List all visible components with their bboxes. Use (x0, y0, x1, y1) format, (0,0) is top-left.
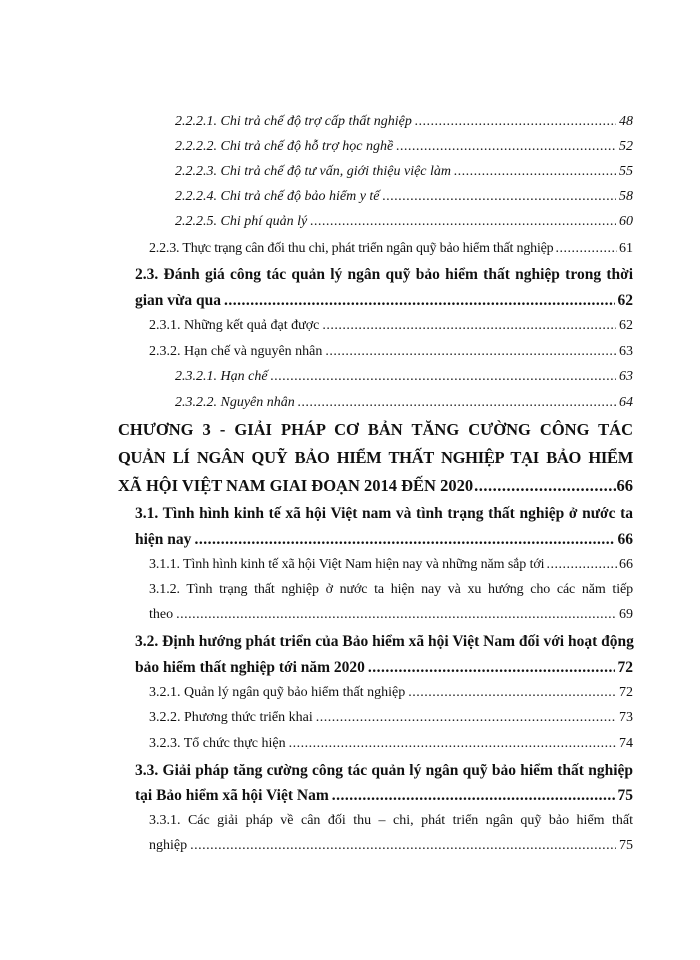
toc-entry[interactable] (149, 685, 633, 701)
leader-dots (555, 241, 617, 257)
toc-entry-title: 2.2.3. Thực trạng cân đối thu chi, phát triển ngân quỹ bảo hiểm thất nghiệp (149, 241, 554, 256)
toc-entry[interactable] (135, 292, 633, 310)
toc-entry[interactable] (175, 395, 633, 411)
toc-section-title[interactable]: 2.3. Đánh giá công tác quản lý ngân quỹ bảo hiểm thất nghiệp trong thời (135, 266, 633, 283)
leader-dots (415, 114, 616, 130)
toc-entry[interactable] (175, 369, 633, 385)
toc-entry[interactable] (149, 344, 633, 360)
toc-entry[interactable] (175, 139, 633, 155)
toc-entry-page: 69 (619, 607, 633, 622)
toc-entry-page: 60 (619, 214, 633, 229)
chapter-heading-line[interactable]: CHƯƠNG 3 - GIẢI PHÁP CƠ BẢN TĂNG CƯỜNG CÔNG TÁC (118, 420, 633, 439)
toc-entry-page: 72 (617, 659, 633, 676)
toc-entry[interactable] (149, 318, 633, 334)
toc-entry-page: 61 (619, 241, 633, 256)
toc-entry-title: 2.2.2.4. Chi trả chế độ bảo hiểm y tế (175, 189, 380, 204)
toc-entry-title[interactable]: 3.3.1. Các giải pháp về cân đối thu – chi, phát triển ngân quỹ bảo hiểm thất (149, 813, 633, 828)
toc-entry[interactable] (149, 736, 633, 752)
leader-dots (176, 607, 616, 623)
toc-entry-title: 2.3.2. Hạn chế và nguyên nhân (149, 344, 323, 359)
leader-dots (271, 369, 616, 385)
leader-dots (396, 139, 616, 155)
toc-entry-page: 52 (619, 139, 633, 154)
toc-entry-title: 3.2.2. Phương thức triển khai (149, 710, 313, 725)
toc-entry-page: 55 (619, 164, 633, 179)
leader-dots (322, 318, 616, 334)
toc-section-title[interactable]: 3.3. Giải pháp tăng cường công tác quản lý ngân quỹ bảo hiểm thất nghiệp (135, 762, 633, 779)
toc-entry[interactable] (175, 214, 633, 230)
toc-entry-title[interactable]: 3.1.2. Tình trạng thất nghiệp ở nước ta hiện nay và xu hướng cho các năm tiếp (149, 582, 633, 597)
toc-entry-page: 73 (619, 710, 633, 725)
leader-dots (289, 736, 616, 752)
toc-entry-title: nghiệp (149, 838, 188, 853)
toc-entry[interactable] (149, 710, 633, 726)
toc-entry-page: 75 (617, 787, 633, 804)
leader-dots (224, 292, 615, 310)
toc-entry-title: 2.3.1. Những kết quả đạt được (149, 318, 320, 333)
toc-entry-page: 66 (616, 476, 633, 495)
leader-dots (368, 659, 615, 677)
toc-entry[interactable] (149, 241, 633, 257)
toc-entry[interactable] (135, 531, 633, 549)
toc-entry-title: 3.1.1. Tình hình kinh tế xã hội Việt Nam hiện nay và những năm sắp tới (149, 557, 545, 572)
toc-entry[interactable] (149, 838, 633, 854)
toc-entry-page: 75 (619, 838, 633, 853)
toc-entry-page: 62 (617, 292, 633, 309)
toc-entry[interactable] (149, 557, 633, 573)
toc-entry-page: 66 (619, 557, 633, 572)
toc-entry-title: tại Bảo hiểm xã hội Việt Nam (135, 787, 329, 804)
toc-entry-title: 2.3.2.1. Hạn chế (175, 369, 268, 384)
leader-dots (316, 710, 616, 726)
leader-dots (454, 164, 616, 180)
toc-entry-title: bảo hiểm thất nghiệp tới năm 2020 (135, 659, 365, 676)
leader-dots (332, 787, 615, 805)
leader-dots (474, 476, 615, 496)
toc-section-title[interactable]: 3.1. Tình hình kinh tế xã hội Việt nam và tình trạng thất nghiệp ở nước ta (135, 505, 633, 522)
toc-entry-title: 2.2.2.5. Chi phí quản lý (175, 214, 308, 229)
chapter-heading-line[interactable]: QUẢN LÍ NGÂN QUỸ BẢO HIỂM THẤT NGHIỆP TẠI BẢO HIỂM (118, 448, 633, 467)
toc-entry-title: 2.2.2.2. Chi trả chế độ hỗ trợ học nghề (175, 139, 394, 154)
leader-dots (546, 557, 617, 573)
toc-entry-title: theo (149, 607, 174, 622)
toc-entry-page: 74 (619, 736, 633, 751)
toc-entry-page: 66 (617, 531, 633, 548)
toc-entry[interactable] (175, 164, 633, 180)
toc-entry-title: 3.2.1. Quản lý ngân quỹ bảo hiểm thất nghiệp (149, 685, 406, 700)
toc-entry-title: 2.2.2.1. Chi trả chế độ trợ cấp thất nghiệp (175, 114, 412, 129)
toc-entry-title: hiện nay (135, 531, 192, 548)
toc-entry-page: 72 (619, 685, 633, 700)
toc-entry-page: 62 (619, 318, 633, 333)
toc-entry-page: 63 (619, 344, 633, 359)
leader-dots (408, 685, 616, 701)
leader-dots (298, 395, 616, 411)
toc-entry[interactable] (149, 607, 633, 623)
leader-dots (383, 189, 616, 205)
toc-entry-page: 48 (619, 114, 633, 129)
toc-entry[interactable] (118, 476, 633, 496)
toc-entry[interactable] (135, 659, 633, 677)
leader-dots (190, 838, 616, 854)
toc-entry-title: 3.2.3. Tổ chức thực hiện (149, 736, 286, 751)
toc-entry[interactable] (175, 114, 633, 130)
toc-entry-title: 2.3.2.2. Nguyên nhân (175, 395, 295, 410)
toc-entry[interactable] (175, 189, 633, 205)
toc-entry-page: 63 (619, 369, 633, 384)
leader-dots (194, 531, 614, 549)
leader-dots (310, 214, 616, 230)
toc-section-title[interactable]: 3.2. Định hướng phát triển của Bảo hiểm xã hội Việt Nam đối với hoạt động (135, 633, 634, 650)
toc-entry-title: XÃ HỘI VIỆT NAM GIAI ĐOẠN 2014 ĐẾN 2020 (118, 476, 474, 495)
leader-dots (325, 344, 616, 360)
toc-entry-page: 58 (619, 189, 633, 204)
toc-entry-page: 64 (619, 395, 633, 410)
toc-entry[interactable] (135, 787, 633, 805)
toc-entry-title: 2.2.2.3. Chi trả chế độ tư vấn, giới thiệu việc làm (175, 164, 452, 179)
toc-entry-title: gian vừa qua (135, 292, 221, 309)
